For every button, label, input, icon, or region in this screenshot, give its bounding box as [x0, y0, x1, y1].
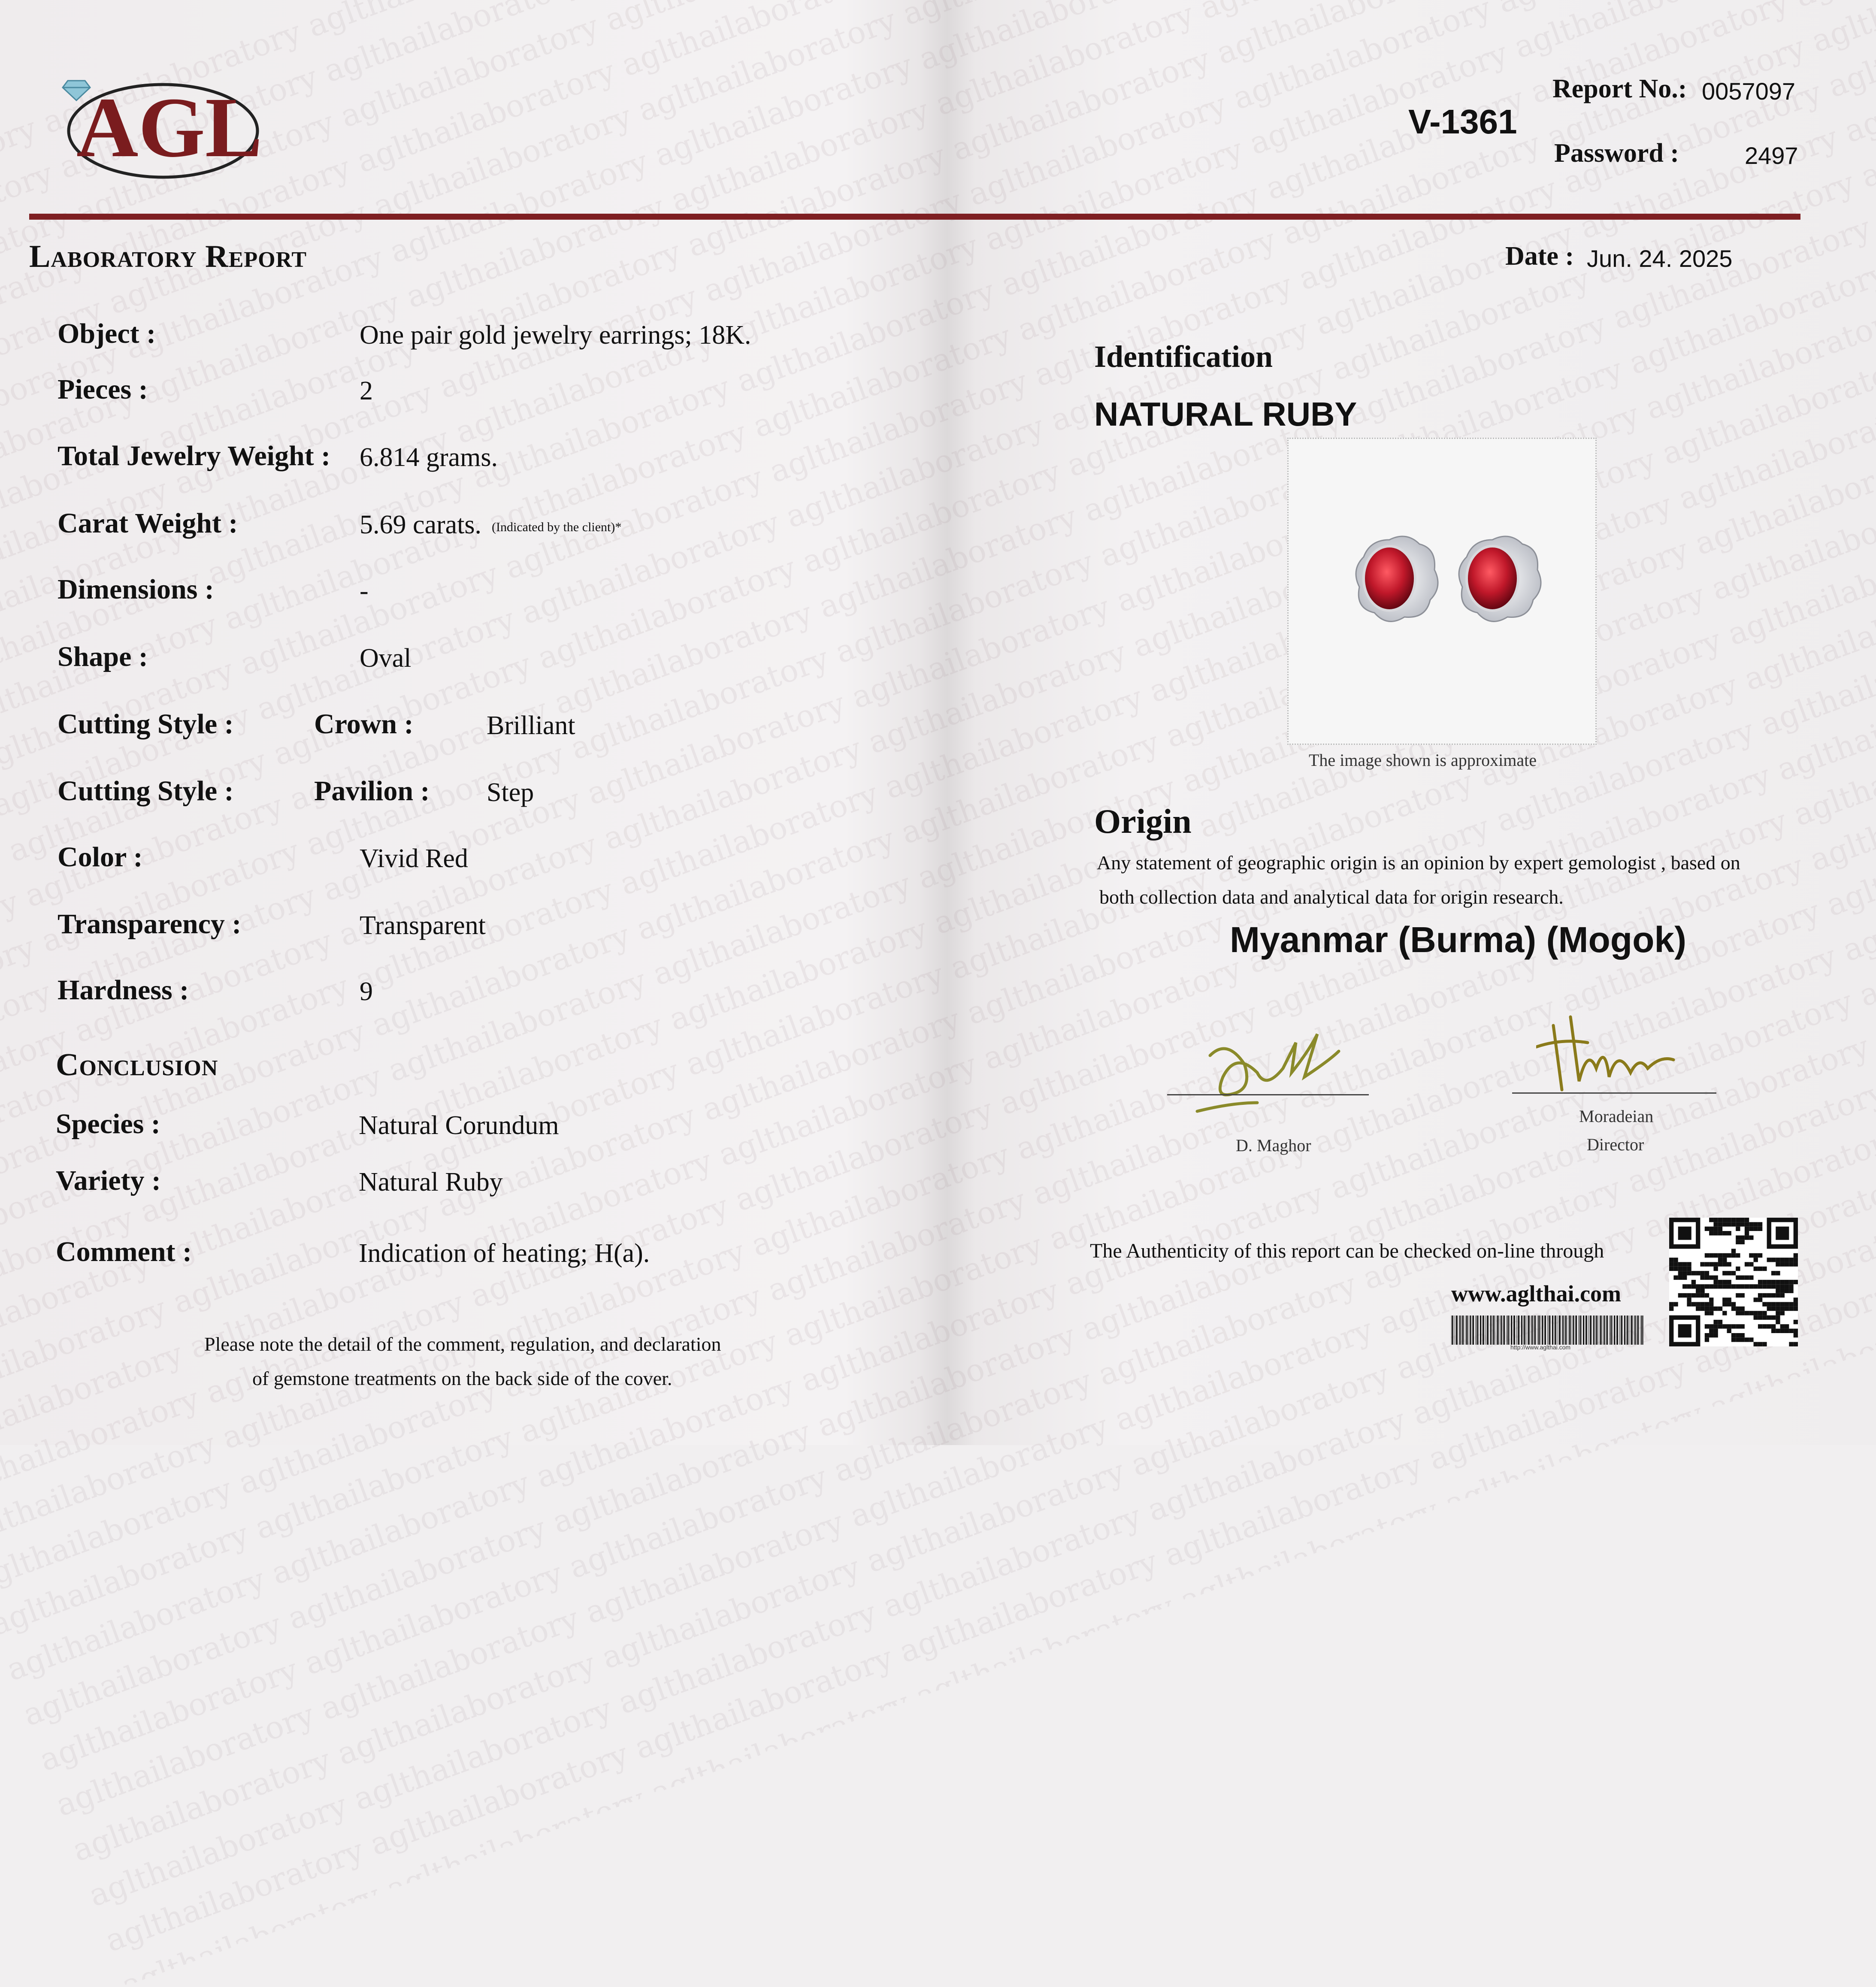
- conclusion-label: Variety :: [56, 1164, 161, 1197]
- field-label: Color :: [57, 841, 143, 874]
- origin-note-line-1: Any statement of geographic origin is an opinion by expert gemologist , based on: [1097, 851, 1740, 874]
- barcode-text: http://www.aglthai.com: [1510, 1344, 1570, 1351]
- report-no-label: Report No.:: [1552, 74, 1687, 104]
- field-value: Brilliant: [487, 711, 575, 741]
- password-label: Password :: [1554, 138, 1679, 169]
- password-value: 2497: [1745, 142, 1798, 169]
- field-label: Transparency :: [57, 908, 241, 941]
- field-label: Cutting Style :: [57, 775, 234, 808]
- conclusion-value: Natural Corundum: [359, 1110, 559, 1141]
- signer-1-name: D. Maghor: [1236, 1135, 1311, 1155]
- identification-title: Identification: [1094, 339, 1273, 375]
- verify-text: The Authenticity of this report can be checked on-line through: [1090, 1239, 1604, 1263]
- conclusion-value: Natural Ruby: [359, 1167, 503, 1198]
- origin-value: Myanmar (Burma) (Mogok): [1230, 919, 1686, 961]
- image-caption: The image shown is approximate: [1309, 750, 1537, 770]
- field-label: Dimensions :: [57, 573, 214, 606]
- field-sublabel: Crown :: [314, 708, 414, 741]
- field-value: 5.69 carats.: [360, 510, 481, 540]
- date-label: Date :: [1505, 241, 1574, 272]
- field-label: Object :: [57, 318, 156, 350]
- field-label: Carat Weight :: [57, 507, 238, 540]
- logo-text: AGL: [76, 85, 262, 171]
- conclusion-title: Conclusion: [56, 1047, 218, 1083]
- origin-note-line-2: both collection data and analytical data for origin research.: [1099, 886, 1564, 908]
- field-label: Hardness :: [57, 974, 189, 1007]
- signer-2-name: Moradeian: [1579, 1106, 1653, 1126]
- field-label: Pieces :: [57, 373, 148, 406]
- field-label: Total Jewelry Weight :: [57, 440, 330, 472]
- conclusion-label: Comment :: [56, 1236, 192, 1268]
- field-value: Vivid Red: [360, 844, 468, 874]
- signer-2-title: Director: [1587, 1134, 1644, 1155]
- field-label: Cutting Style :: [57, 708, 234, 741]
- date-value: Jun. 24. 2025: [1587, 245, 1732, 272]
- report-no-value: 0057097: [1702, 77, 1795, 105]
- field-value: Step: [487, 777, 534, 808]
- footnote-line-1: Please note the detail of the comment, regulation, and declaration: [204, 1333, 721, 1355]
- field-value: One pair gold jewelry earrings; 18K.: [360, 320, 751, 351]
- field-label: Shape :: [57, 641, 148, 673]
- conclusion-value: Indication of heating; H(a).: [359, 1238, 650, 1269]
- laboratory-report-title: Laboratory Report: [29, 239, 307, 275]
- conclusion-label: Species :: [56, 1108, 160, 1140]
- footnote-line-2: of gemstone treatments on the back side of the cover.: [252, 1367, 672, 1390]
- origin-title: Origin: [1094, 802, 1192, 841]
- field-value: 9: [360, 977, 373, 1007]
- field-value: 6.814 grams.: [360, 442, 498, 473]
- website-link[interactable]: www.aglthai.com: [1451, 1280, 1621, 1307]
- field-value: -: [360, 576, 369, 606]
- field-value: Oval: [360, 643, 412, 674]
- field-value: 2: [360, 376, 373, 406]
- v-code: V-1361: [1408, 102, 1517, 142]
- field-value: Transparent: [360, 910, 486, 941]
- field-note: (Indicated by the client)*: [492, 520, 621, 535]
- identification-value: NATURAL RUBY: [1094, 395, 1357, 434]
- field-sublabel: Pavilion :: [314, 775, 430, 808]
